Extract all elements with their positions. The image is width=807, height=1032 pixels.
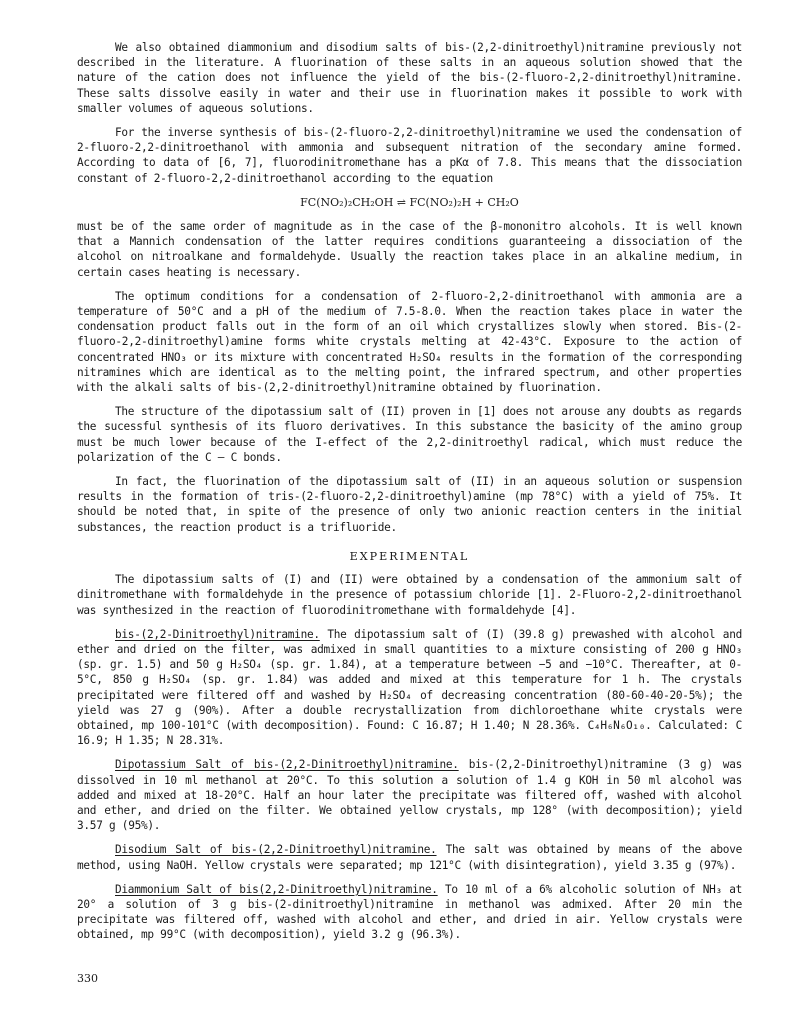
procedure-text: bis-(2,2-Dinitroethyl)nitramine (3 g) was dissolved in 10 ml methanol at 20°C. To this solution a solution of 1.4 g KOH in 50 ml alcohol was added and mixed at 18-20°C. Half an hour later the precipitate was filtered off, washed with alcohol and ether, and dried on the filter. We obtained yellow crystals, mp 128° (with decomposition); yield 3.57 g (95%). xyxy=(77,758,742,833)
paragraph-experimental-intro: The dipotassium salts of (I) and (II) were obtained by a condensation of the ammonium salt of dinitromethane with formaldehyde in the presence of potassium chloride [1]. 2-Fluoro-2,2-dinitroethanol was synthesized in the reaction of fluorodinitromethane with formaldehyde [4]. xyxy=(77,573,742,617)
procedure-title: bis-(2,2-Dinitroethyl)nitramine. xyxy=(115,627,320,641)
paragraph-inverse-synthesis: For the inverse synthesis of bis-(2-fluoro-2,2-dinitroethyl)nitramine we used the condensation of 2-fluoro-2,2-dinitroethanol with ammonia and subsequent nitration of the secondary amine formed. According to data of [6, 7], fluorodinitromethane has a pKα of 7.8. This means that the dissociation constant of 2-fluoro-2,2-dinitroethanol according to the equation xyxy=(77,126,742,185)
procedure-text: To 10 ml of a 6% alcoholic solution of NH₃ at 20° a solution of 3 g bis-(2-dinitroethyl)nitramine in methanol was admixed. After 20 min the precipitate was filtered off, washed with alcohol and ether, and dried in air. Yellow crystals were obtained, mp 99°C (with decomposition), yield 3.2 g (96.3%). xyxy=(77,882,742,942)
procedure-text: The dipotassium salt of (I) (39.8 g) prewashed with alcohol and ether and dried on the filter, was admixed in small quantities to a mixture consisting of 200 g HNO₃ (sp. gr. 1.5) and 50 g H₂SO₄ (sp. gr. 1.84), at a temperature between −5 and −10°C. Thereafter, at 0-5°C, 850 g H₂SO₄ (sp. gr. 1.84) was added and mixed at this temperature for 1 h. The crystals precipitated were filtered off and washed by H₂SO₄ of decreasing concentration (80-60-40-20-5%); the yield was 27 g (90%). After a double recrystallization from dichloroethane white crystals were obtained, mp 100-101°C (with decomposition). Found: C 16.87; H 1.40; N 28.36%. C₄H₆N₆O₁₀. Calculated: C 16.9; H 1.35; N 28.31%. xyxy=(77,627,742,748)
page-body xyxy=(77,40,742,952)
procedure-dipotassium-salt xyxy=(77,757,742,833)
dissociation-equation: FC(NO₂)₂CH₂OH ⇌ FC(NO₂)₂H + CH₂O xyxy=(300,195,519,209)
paragraph-optimum-conditions: The optimum conditions for a condensation of 2-fluoro-2,2-dinitroethanol with ammonia are a temperature of 50°C and a pH of the medium of 7.5-8.0. When the reaction takes place in water the condensation product falls out in the form of an oil which crystallizes slowly when stored. Bis-(2-fluoro-2,2-dinitroethyl)amine forms white crystals melting at 42-43°C. Exposure to the action of concentrated HNO₃ or its mixture with concentrated H₂SO₄ results in the formation of the corresponding nitramines which are identical as to the melting point, the infrared spectrum, and other properties with the alkali salts of bis-(2,2-dinitroethyl)nitramine obtained by fluorination. xyxy=(77,289,742,395)
procedure-diammonium-salt xyxy=(77,882,742,943)
paragraph-mannich: must be of the same order of magnitude as in the case of the β-mononitro alcohols. It is well known that a Mannich condensation of the latter requires conditions guaranteeing a dissociation of the alcohol on nitroalkane and formaldehyde. Usually the reaction takes place in an alkaline medium, in certain cases heating is necessary. xyxy=(77,220,742,279)
paragraph-fluorination: In fact, the fluorination of the dipotassium salt of (II) in an aqueous solution or suspension results in the formation of tris-(2-fluoro-2,2-dinitroethyl)amine (mp 78°C) with a yield of 75%. It should be noted that, in spite of the presence of only two anionic reaction centers in the initial substances, the reaction product is a trifluoride. xyxy=(77,475,742,534)
page-number: 330 xyxy=(77,972,98,985)
procedure-disodium-salt xyxy=(77,842,742,872)
paragraph-structure: The structure of the dipotassium salt of (II) proven in [1] does not arouse any doubts as regards the sucessful synthesis of its fluoro derivatives. In this substance the basicity of the amino group must be much lower because of the I-effect of the 2,2-dinitroethyl radical, which must reduce the polarization of the C — C bonds. xyxy=(77,405,742,464)
procedure-title: Diammonium Salt of bis(2,2-Dinitroethyl)nitramine. xyxy=(115,882,438,896)
procedure-text: The salt was obtained by means of the above method, using NaOH. Yellow crystals were separated; mp 121°C (with disintegration), yield 3.35 g (97%). xyxy=(77,843,742,872)
section-heading-experimental: EXPERIMENTAL xyxy=(349,549,470,563)
procedure-nitramine xyxy=(77,627,742,749)
procedure-title: Disodium Salt of bis-(2,2-Dinitroethyl)nitramine. xyxy=(115,843,437,857)
procedure-title: Dipotassium Salt of bis-(2,2-Dinitroethyl)nitramine. xyxy=(115,758,459,772)
paragraph-salts: We also obtained diammonium and disodium salts of bis-(2,2-dinitroethyl)nitramine previously not described in the literature. A fluorination of these salts in an aqueous solution showed that the nature of the cation does not influence the yield of the bis-(2-fluoro-2,2-dinitroethyl)nitramine. These salts dissolve easily in water and their use in fluorination makes it possible to work with smaller volumes of aqueous solutions. xyxy=(77,41,742,115)
